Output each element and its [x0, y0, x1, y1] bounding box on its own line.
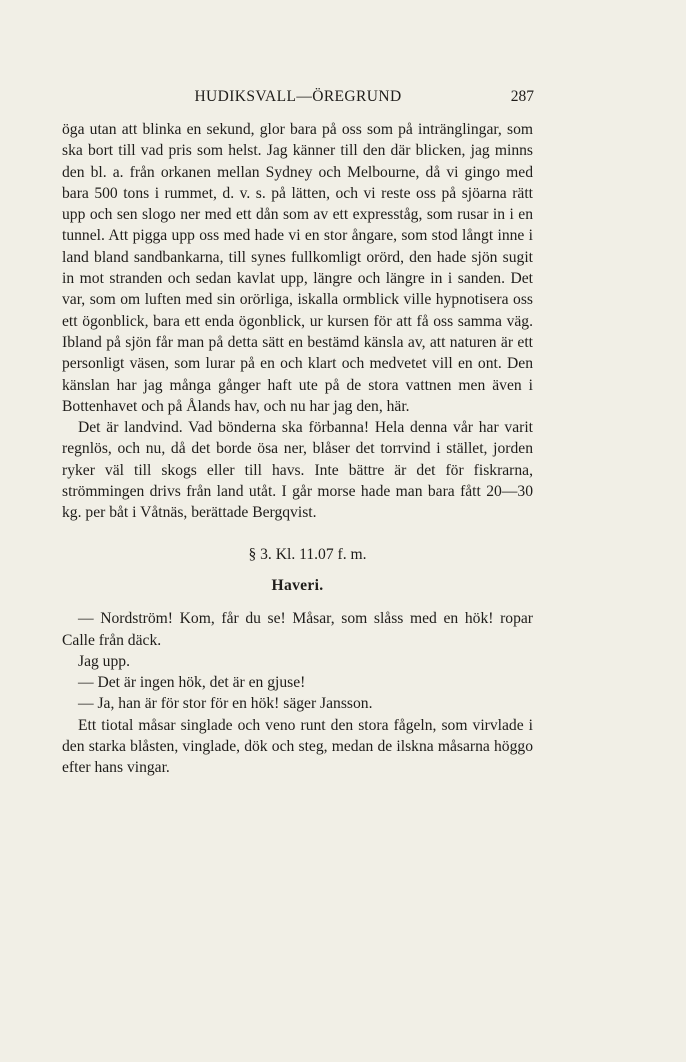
dialogue-line: — Det är ingen hök, det är en gjuse! [78, 674, 306, 692]
paragraph: Ett tiotal måsar singlade och veno runt den stora fågeln, som virvlade i den starka blåsten, vinglade, dök och steg, medan de ilskna måsarna höggo efter hans vingar. [62, 716, 533, 777]
section-heading: Haveri. [271, 576, 324, 594]
body-text [62, 119, 533, 779]
running-head: HUDIKSVALL—ÖREGRUND [194, 88, 402, 105]
section-mark: § 3. Kl. 11.07 f. m. [248, 545, 367, 563]
page-number: 287 [510, 88, 534, 105]
dialogue-line: — Ja, han är för stor för en hök! säger Jansson. [78, 695, 373, 713]
paragraph: öga utan att blinka en sekund, glor bara på oss som på intränglingar, som ska bort till vad pris som helst. Jag känner till den där blicken, jag minns den bl. a. från orkanen mellan Sydney och Melbourne, då vi gingo med bara 500 tons i rummet, d. v. s. på lätten, och vi reste oss på sjöarna rätt upp och sen slogo ner med ett dån som av ett expresståg, som rusar in i en tunnel. Att pigga upp oss med hade vi en stor ångare, som stod långt inne i land bland sandbankarna, till synes fullkomligt orörd, den hade sjön sugit in mot stranden och sedan kavlat upp, längre och längre in i sanden. Det var, som om luften med sin orörliga, iskalla ormblick ville hypnotisera oss ett ögonblick, bara ett enda ögonblick, ur kursen för att få oss samma väg. Ibland på sjön får man på detta sätt en bestämd känsla av, att naturen är ett personligt väsen, som lurar på en och klart och medvetet vill en ont. Den känslan har jag många gånger haft ute på de stora vattnen men även i Bottenhavet och på Ålands hav, och nu har jag den, här. [62, 121, 533, 415]
dialogue-line: — Nordström! Kom, får du se! Måsar, som slåss med en hök! ropar Calle från däck. [62, 610, 533, 649]
page-header [62, 88, 534, 108]
paragraph: Det är landvind. Vad bönderna ska förbanna! Hela denna vår har varit regnlös, och nu, då det borde ösa ner, blåser det torrvind i stället, jorden ryker väl till skogs eller till havs. Inte bättre är det för fiskrarna, strömmingen drivs från land utåt. I går morse hade man bara fått 20—30 kg. per båt i Våtnäs, berättade Bergqvist. [62, 419, 533, 522]
dialogue-line: Jag upp. [78, 652, 130, 670]
